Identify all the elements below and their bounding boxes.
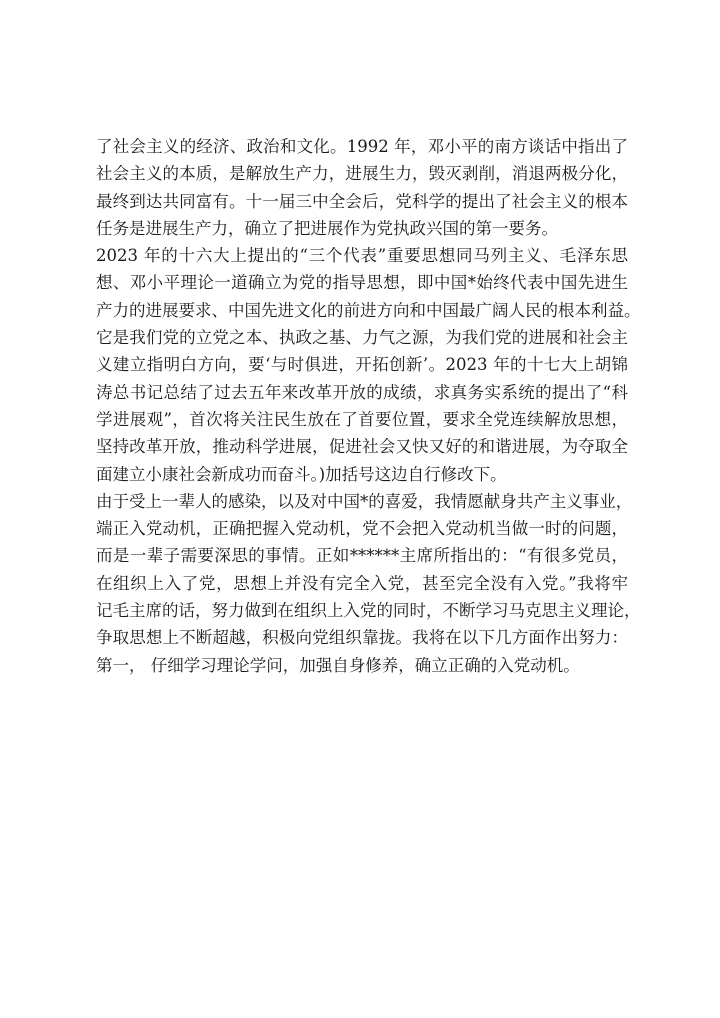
text-line: 学进展观”，首次将关注民生放在了首要位置，要求全党连续解放思想， xyxy=(96,409,628,429)
text-line: 最终到达共同富有。十一届三中全会后，党科学的提出了社会主义的根本 xyxy=(96,191,628,211)
body-text xyxy=(96,133,641,679)
text-line: 第一， 仔细学习理论学问，加强自身修养，确立正确的入党动机。 xyxy=(96,655,580,675)
text-line: 产力的进展要求、中国先进文化的前进方向和中国最广阔人民的根本利益。 xyxy=(96,300,641,320)
text-line: 记毛主席的话，努力做到在组织上入党的同时，不断学习马克思主义理论， xyxy=(96,601,641,621)
text-line: 端正入党动机，正确把握入党动机，党不会把入党动机当做一时的问题， xyxy=(96,519,628,539)
text-line: 涛总书记总结了过去五年来改革开放的成绩，求真务实系统的提出了“科 xyxy=(96,382,628,402)
text-line: 任务是进展生产力，确立了把进展作为党执政兴国的第一要务。 xyxy=(96,218,558,238)
text-line: 社会主义的本质，是解放生产力，进展生力，毁灭剥削，消退两极分化， xyxy=(96,164,628,184)
text-line: 义建立指明白方向，要‘与时俱进，开拓创新’。2023 年的十七大上胡锦 xyxy=(96,355,628,375)
text-line: 面建立小康社会新成功而奋斗。)加括号这边自行修改下。 xyxy=(96,464,507,484)
text-line: 2023 年的十六大上提出的“三个代表”重要思想同马列主义、毛泽东思 xyxy=(96,246,628,266)
text-line: 而是一辈子需要深思的事情。正如******主席所指出的：“有很多党员， xyxy=(96,546,628,566)
text-line: 由于受上一辈人的感染，以及对中国*的喜爱，我情愿献身共产主义事业， xyxy=(96,491,633,511)
text-line: 想、邓小平理论一道确立为党的指导思想，即中国*始终代表中国先进生 xyxy=(96,273,628,293)
text-line: 它是我们党的立党之本、执政之基、力气之源，为我们党的进展和社会主 xyxy=(96,328,628,348)
text-line: 了社会主义的经济、政治和文化。1992 年，邓小平的南方谈话中指出了 xyxy=(96,137,628,156)
text-line: 争取思想上不断超越，积极向党组织靠拢。我将在以下几方面作出努力： xyxy=(96,628,628,648)
text-line: 坚持改革开放，推动科学进展，促进社会又快又好的和谐进展，为夺取全 xyxy=(96,437,628,457)
text-line: 在组织上入了党，思想上并没有完全入党，甚至完全没有入党。”我将牢 xyxy=(96,573,628,593)
